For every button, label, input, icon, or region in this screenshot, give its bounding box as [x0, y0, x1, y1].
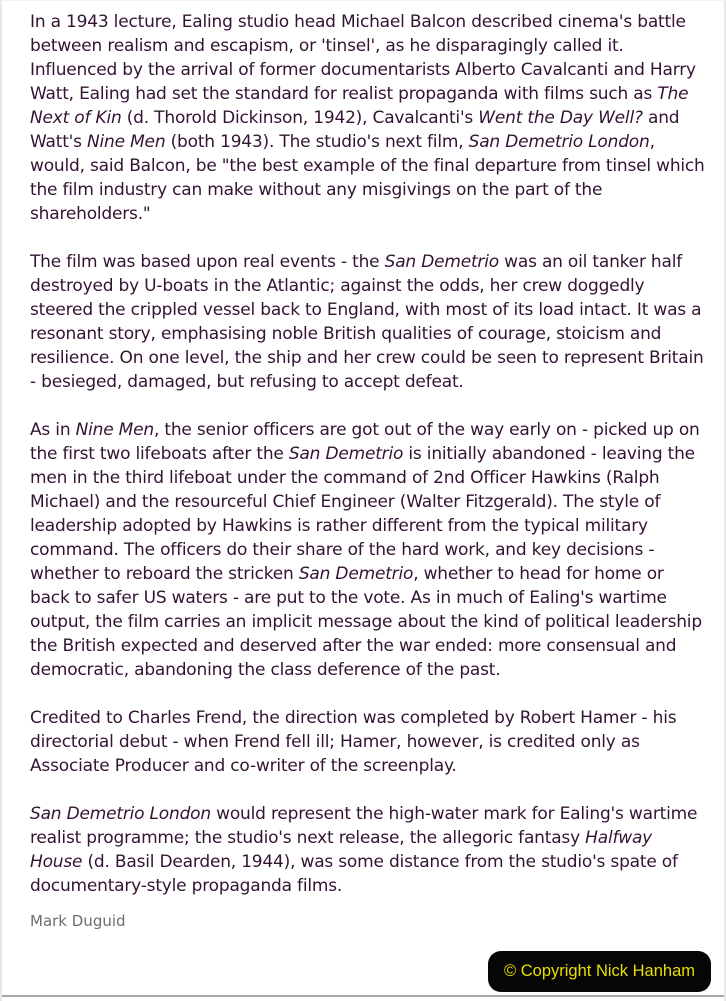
- paragraph: San Demetrio London would represent the high-water mark for Ealing's wartime realist programme; the studio's next release, the allegoric fantasy Halfway House (d. Basil Dearden, 1944), was some distance from the studio's spate of documentary-style propaganda films.: [30, 804, 698, 896]
- paragraph: As in Nine Men, the senior officers are got out of the way early on - picked up on the first two lifeboats after the San Demetrio is initially abandoned - leaving the men in the third lifeboat under the command of 2nd Officer Hawkins (Ralph Michael) and the resourceful Chief Engineer (Walter Fitzgerald). The style of leadership adopted by Hawkins is rather different from the typical military command. The officers do their share of the hard work, and key decisions - whether to reboard the stricken San Demetrio, whether to head for home or back to safer US waters - are put to the vote. As in much of Ealing's wartime output, the film carries an implicit message about the kind of political leadership the British expected and deserved after the war ended: more consensual and democratic, abandoning the class deference of the past.: [30, 420, 702, 680]
- paragraph: The film was based upon real events - the San Demetrio was an oil tanker half destroyed by U-boats in the Atlantic; against the odds, her crew doggedly steered the crippled vessel back to England, with most of its load intact. It was a resonant story, emphasising noble British qualities of courage, stoicism and resilience. On one level, the ship and her crew could be seen to represent Britain - besieged, damaged, but refusing to accept defeat.: [30, 252, 704, 392]
- paragraph: Credited to Charles Frend, the direction was completed by Robert Hamer - his directorial debut - when Frend fell ill; Hamer, however, is credited only as Associate Producer and co-writer of the screenplay.: [30, 708, 677, 776]
- paragraphs-container: [30, 10, 708, 898]
- article-body: [2, 1, 724, 930]
- bottom-divider: [2, 995, 724, 997]
- author-byline: Mark Duguid: [30, 912, 126, 930]
- copyright-badge: [488, 951, 711, 992]
- copyright-badge-label: © Copyright Nick Hanham: [504, 962, 695, 980]
- paragraph: In a 1943 lecture, Ealing studio head Michael Balcon described cinema's battle between realism and escapism, or 'tinsel', as he disparagingly called it. Influenced by the arrival of former documentarists Alberto Cavalcanti and Harry Watt, Ealing had set the standard for realist propaganda with films such as The Next of Kin (d. Thorold Dickinson, 1942), Cavalcanti's Went the Day Well? and Watt's Nine Men (both 1943). The studio's next film, San Demetrio London, would, said Balcon, be "the best example of the final departure from tinsel which the film industry can make without any misgivings on the part of the shareholders.": [30, 12, 705, 224]
